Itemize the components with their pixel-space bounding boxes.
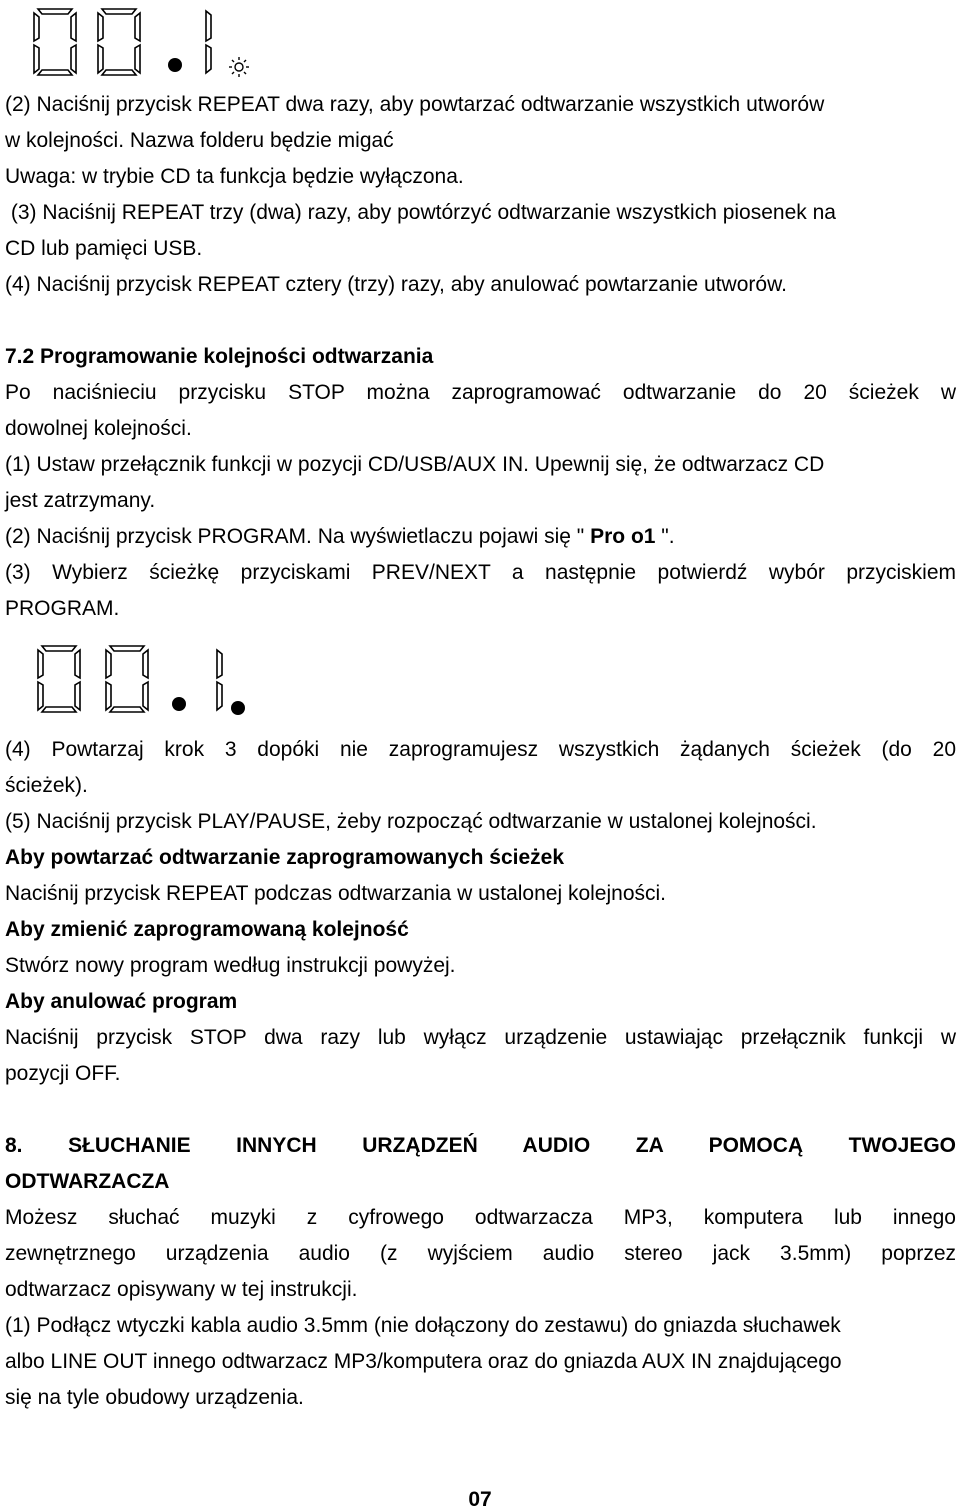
cancel-program-line-2: pozycji OFF. <box>5 1062 121 1085</box>
program-step-1-line-1: (1) Ustaw przełącznik funkcji w pozycji CD/USB/AUX IN. Upewnij się, że odtwarzacz CD <box>5 453 825 476</box>
program-step-4-line-1: (4) Powtarzaj krok 3 dopóki nie zaprogramujesz wszystkich żądanych ścieżek (do 20 <box>5 738 956 761</box>
section-8-intro-line-1: Możesz słuchać muzyki z cyfrowego odtwarzacza MP3, komputera lub innego <box>5 1206 956 1229</box>
program-step-1-line-2: jest zatrzymany. <box>5 489 156 512</box>
repeat-step-2-line-1: (2) Naciśnij przycisk REPEAT dwa razy, aby powtarzać odtwarzanie wszystkich utworów <box>5 93 825 116</box>
section-8-intro-line-3: odtwarzacz opisywany w tej instrukcji. <box>5 1278 358 1301</box>
change-program-text: Stwórz nowy program według instrukcji powyżej. <box>5 954 456 977</box>
seven-segment-display-icon <box>30 5 260 77</box>
program-step-2-end: ". <box>661 525 675 548</box>
seven-segment-display-icon <box>34 642 254 718</box>
section-8-heading-line-2: ODTWARZACZA <box>5 1170 170 1193</box>
program-step-2-text: (2) Naciśnij przycisk PROGRAM. Na wyświetlaczu pojawi się " <box>5 525 585 548</box>
program-step-3-line-1: (3) Wybierz ścieżkę przyciskami PREV/NEXT a następnie potwierdź wybór przyciskiem <box>5 561 956 584</box>
cancel-program-line-1: Naciśnij przycisk STOP dwa razy lub wyłącz urządzenie ustawiając przełącznik funkcji w <box>5 1026 956 1049</box>
program-step-4-line-2: ścieżek). <box>5 774 88 797</box>
section-8-intro-line-2: zewnętrznego urządzenia audio (z wyjściem audio stereo jack 3.5mm) poprzez <box>5 1242 956 1265</box>
repeat-step-3-line-1: (3) Naciśnij REPEAT trzy (dwa) razy, aby powtórzyć odtwarzanie wszystkich piosenek na <box>5 201 836 224</box>
aux-step-1-line-2: albo LINE OUT innego odtwarzacz MP3/komputera oraz do gniazda AUX IN znajdującego <box>5 1350 842 1373</box>
aux-step-1-line-1: (1) Podłącz wtyczki kabla audio 3.5mm (nie dołączony do zestawu) do gniazda słuchawek <box>5 1314 841 1337</box>
program-step-2 <box>5 525 675 549</box>
change-program-heading: Aby zmienić zaprogramowaną kolejność <box>5 918 409 941</box>
repeat-step-3-line-2: CD lub pamięci USB. <box>5 237 203 260</box>
section-heading: 7.2 Programowanie kolejności odtwarzania <box>5 345 434 368</box>
repeat-note: Uwaga: w trybie CD ta funkcja będzie wyłączona. <box>5 165 464 188</box>
program-step-3-line-2: PROGRAM. <box>5 597 120 620</box>
aux-step-1-line-3: się na tyle obudowy urządzenia. <box>5 1386 304 1409</box>
repeat-step-4: (4) Naciśnij przycisk REPEAT cztery (trzy) razy, aby anulować powtarzanie utworów. <box>5 273 787 296</box>
section-8-heading-line-1: 8. SŁUCHANIE INNYCH URZĄDZEŃ AUDIO ZA POMOCĄ TWOJEGO <box>5 1134 956 1157</box>
display-message: Pro o1 <box>584 525 662 548</box>
program-step-5: (5) Naciśnij przycisk PLAY/PAUSE, żeby rozpocząć odtwarzanie w ustalonej kolejności. <box>5 810 817 833</box>
cancel-program-heading: Aby anulować program <box>5 990 238 1013</box>
section-intro-line-2: dowolnej kolejności. <box>5 417 192 440</box>
page-number: 07 <box>468 1488 492 1511</box>
repeat-program-text: Naciśnij przycisk REPEAT podczas odtwarzania w ustalonej kolejności. <box>5 882 667 905</box>
repeat-step-2-line-2: w kolejności. Nazwa folderu będzie migać <box>5 129 394 152</box>
repeat-program-heading: Aby powtarzać odtwarzanie zaprogramowanych ścieżek <box>5 846 565 869</box>
section-intro-line-1: Po naciśnieciu przycisku STOP można zaprogramować odtwarzanie do 20 ścieżek w <box>5 381 956 404</box>
